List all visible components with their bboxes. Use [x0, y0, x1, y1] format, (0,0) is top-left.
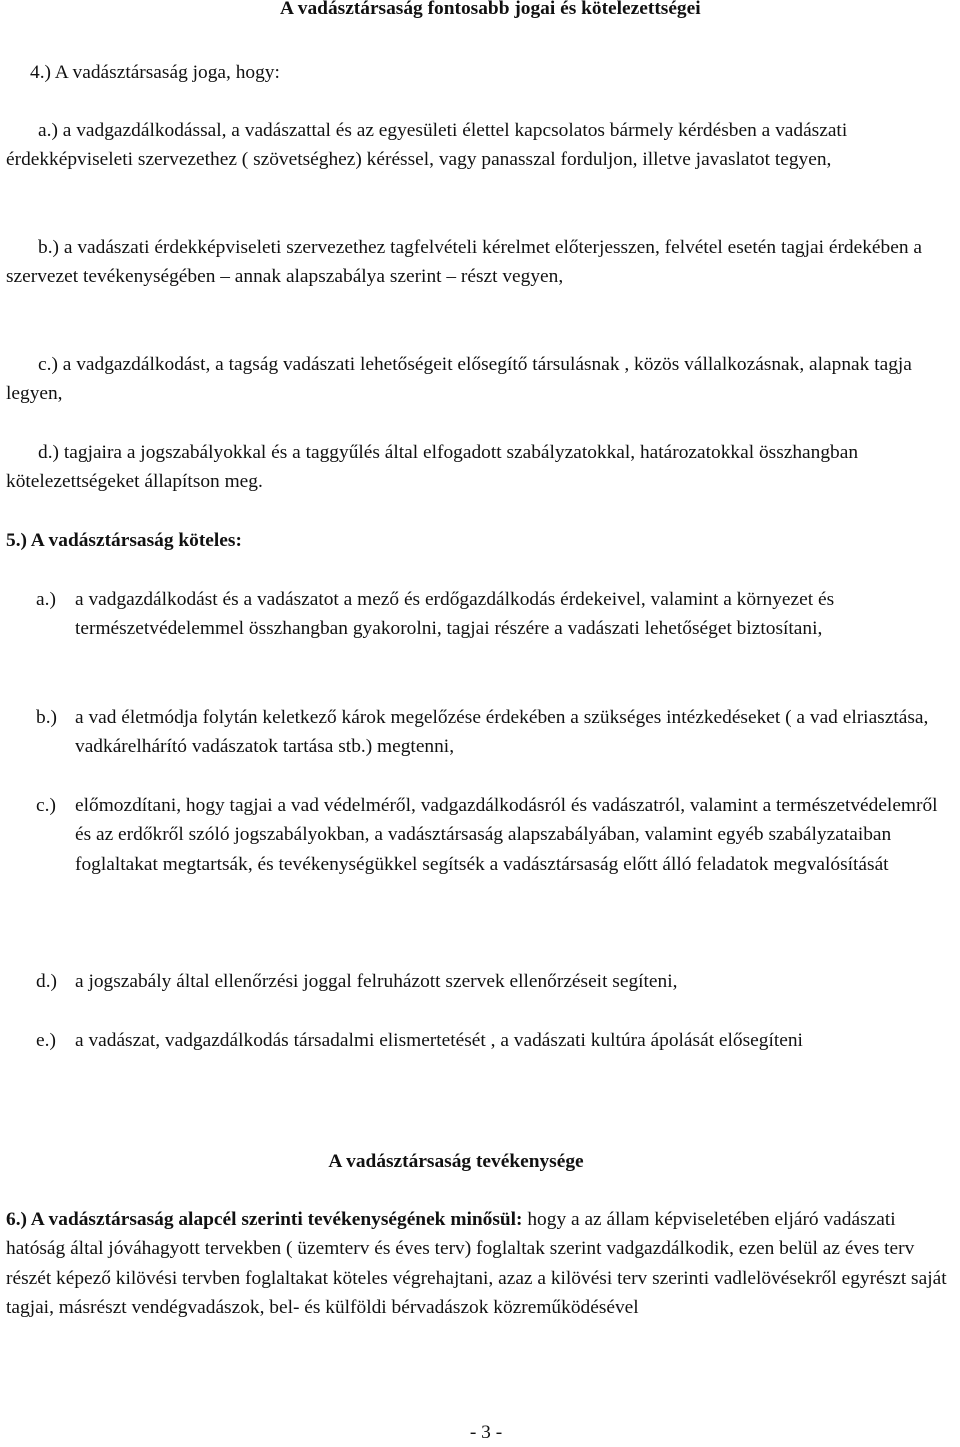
activity-heading: A vadásztársaság tevékenysége	[328, 1151, 584, 1172]
section-5-item-b	[36, 703, 958, 762]
section-6-paragraph	[6, 1205, 958, 1322]
item-text: a vadászati érdekképviseleti szervezethez tagfelvételi kérelmet előterjesszen, felvétel esetén tagjai érdekében a szervezet tevékenységében – annak alapszabálya szerint – részt vegyen,	[6, 237, 922, 288]
item-marker: c.)	[36, 795, 56, 816]
item-marker: e.)	[36, 1030, 56, 1051]
section-6-text: hogy a az állam képviseletében eljáró vadászati hatóság által jóváhagyott tervekben ( üzemterv és éves terv) foglaltak szerint vadgazdálkodik, ezen belül az éves terv részét képező kilövési tervben foglaltakat köteles végrehajtani, azaz a kilövési terv szerinti vadlelövésekről egyrészt saját tagjai, másrészt vendégvadászok, bel- és külföldi bérvadászok közreműködésével	[6, 1209, 947, 1318]
item-marker: b.)	[38, 237, 60, 258]
page-number: - 3 -	[469, 1422, 503, 1443]
item-text: a vadgazdálkodást, a tagság vadászati lehetőségeit elősegítő társulásnak , közös vállalkozásnak, alapnak tagja legyen,	[6, 354, 912, 405]
item-text: a vadászat, vadgazdálkodás társadalmi elismertetését , a vadászati kultúra ápolását elősegíteni	[75, 1030, 803, 1051]
section-4-item-c	[6, 350, 958, 409]
item-marker: b.)	[36, 707, 58, 728]
section-6-lead: 6.) A vadásztársaság alapcél szerinti tevékenységének minősül:	[6, 1209, 523, 1230]
section-5-item-a	[36, 585, 958, 644]
section-4-title-text: 4.) A vadásztársaság joga, hogy:	[30, 62, 280, 83]
section-4-item-b	[6, 233, 958, 292]
item-text: tagjaira a jogszabályokkal és a taggyűlés által elfogadott szabályzatokkal, határozatokkal összhangban kötelezettségeket állapítson meg.	[6, 442, 859, 493]
section-5-item-c	[36, 791, 958, 879]
item-marker: a.)	[38, 120, 58, 141]
item-text: előmozdítani, hogy tagjai a vad védelméről, vadgazdálkodásról és vadászatról, valamint a természetvédelemről és az erdőkről szóló jogszabályokban, a vadásztársaság alapszabályában, valamint egyéb szabályzataiban foglaltakat megtartsák, és tevékenységükkel segítsék a vadásztársaság előtt álló feladatok megvalósítását	[75, 795, 938, 875]
section-5-item-d	[36, 967, 958, 996]
section-4-item-a	[6, 116, 958, 175]
section-4-title	[6, 58, 958, 87]
item-marker: c.)	[38, 354, 58, 375]
section-5-item-e	[36, 1026, 958, 1055]
item-text: a vad életmódja folytán keletkező károk megelőzése érdekében a szükséges intézkedéseket ( a vad elriasztása, vadkárelhárító vadászatok tartása stb.) megtenni,	[75, 707, 929, 758]
section-5-title: 5.) A vadásztársaság köteles:	[6, 530, 242, 551]
item-marker: a.)	[36, 589, 56, 610]
item-marker: d.)	[36, 971, 58, 992]
item-text: a jogszabály által ellenőrzési joggal felruházott szervek ellenőrzéseit segíteni,	[75, 971, 678, 992]
item-text: a vadgazdálkodással, a vadászattal és az egyesületi élettel kapcsolatos bármely kérdésben a vadászati érdekképviseleti szervezethez ( szövetséghez) kéréssel, vagy panasszal forduljon, illetve javaslatot tegyen,	[6, 120, 848, 171]
section-4-item-d	[6, 438, 958, 497]
item-marker: d.)	[38, 442, 60, 463]
item-text: a vadgazdálkodást és a vadászatot a mező és erdőgazdálkodás érdekeivel, valamint a környezet és természetvédelemmel összhangban gyakorolni, tagjai részére a vadászati lehetőséget biztosítani,	[75, 589, 835, 640]
document-heading: A vadásztársaság fontosabb jogai és kötelezettségei	[280, 0, 701, 19]
